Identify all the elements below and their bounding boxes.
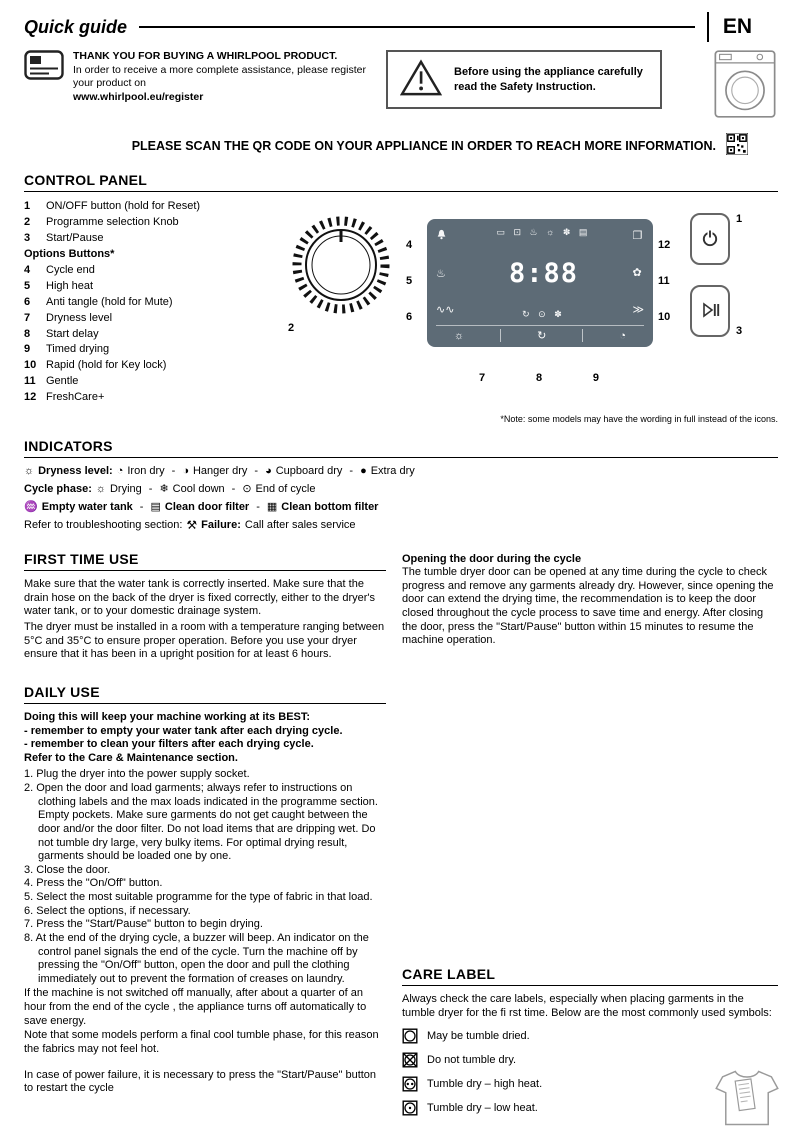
door-section-body: The tumble dryer door can be opened at any time during the cycle to check progress and remove any garments already dry. However, since opening the door can extend the drying time, the recommendation is to keep the door closed throughout the cycle process to save time and energy. After closing the door, press the "Start/Pause" button within 15 minutes to resume the machine operation. [402,566,774,647]
registration-text [73,50,376,105]
gentle-icon: ✿ [632,267,642,279]
panel-bottom-row [436,325,644,342]
end-of-cycle-icon: ⊙ [242,483,252,496]
daily-use-heading: DAILY USE [24,684,386,704]
legend-item: 9 Timed drying [24,343,110,356]
daily-use-step: Select the most suitable programme for the type of fabric in that load. [36,891,373,904]
iron-dry-icon: ◔ [116,465,124,478]
callouts-left: 4 5 6 [406,239,413,324]
header-rule [139,26,695,28]
legend-item: 11 Gentle [24,375,79,388]
start-pause-button [690,285,730,337]
safety-warning-box [386,50,662,109]
control-panel-legend [24,199,276,406]
tumble-dry-forbidden-icon [402,1052,418,1068]
legend-item: 1 ON/OFF button (hold for Reset) [24,200,201,212]
tumble-dry-high-heat-icon [402,1076,418,1092]
dryness-label: Dryness level: [38,465,113,478]
daily-use-bold-line: - remember to clean your filters after each drying cycle. [24,738,314,751]
care-symbol-row: Tumble dry – low heat. [402,1100,778,1116]
door-filter-icon: ▤ [150,501,161,514]
failure-text: Call after sales service [244,519,356,532]
legend-item: 4 Cycle end [24,263,95,276]
daily-use-note: If the machine is not switched off manually, after about a quarter of an hour from the end of the cycle , the appliance turns off automatically to save energy. [24,987,367,1027]
high-heat-icon: ♨ [436,267,446,280]
display-panel-zone [406,199,680,406]
care-label-heading: CARE LABEL [402,966,778,986]
first-time-use-para1: Make sure that the water tank is correctly inserted. Make sure that the drain hose on the back of the dryer is fixed correctly, either to the dryer's water tank, or to your domestic drainage system. [24,578,376,618]
cycle-phase-label: Cycle phase: [24,482,92,495]
rapid-icon: ≫ [632,304,644,316]
qr-banner-text: PLEASE SCAN THE QR CODE ON YOUR APPLIANCE IN ORDER TO REACH MORE INFORMATION. [131,138,716,153]
safety-warning-text: Before using the appliance carefully read the Safety Instruction. [454,66,643,93]
daily-use-step: Press the "On/Off" button. [36,877,163,890]
legend-item: 8 Start delay [24,327,99,340]
panel-divider [582,329,583,342]
daily-use-steps [24,768,386,986]
callouts-right: 12 11 10 [658,239,671,324]
power-icon [700,228,720,251]
legend-item: 6 Anti tangle (hold for Mute) [24,295,173,308]
first-time-use-para2: The dryer must be installed in a room with a temperature ranging between 5°C and 35°C to ensure proper operation. Before you use your dryer ensure that it has been in a upright position for at least 6 hours. [24,621,385,661]
indicator-cycle-line: Cycle phase: ☼ Drying - ❄ Cool down - ⊙ End of cycle [24,482,316,496]
right-column [402,537,778,1124]
bottom-filter-icon: ▦ [266,501,278,514]
qr-code-icon [726,133,748,158]
language-badge: EN [707,12,778,42]
play-pause-icon [700,300,720,323]
door-section-heading: Opening the door during the cycle [402,553,582,566]
left-column [24,537,386,1096]
panel-divider [500,329,501,342]
indicators-heading: INDICATORS [24,438,778,458]
daily-use-note: Note that some models perform a final cool tumble phase, for this reason the fabrics may not feel hot. [24,1029,379,1055]
legend-item: 12 FreshCare+ [24,391,105,404]
wrench-icon: ⚒ [186,518,198,533]
register-url[interactable]: www.whirlpool.eu/register [73,90,204,103]
warning-triangle-icon [400,59,442,100]
legend-item: 3 Start/Pause [24,231,104,244]
legend-item: 10 Rapid (hold for Key lock) [24,359,167,372]
knob-illustration [291,215,391,315]
panel-left-icons [436,227,454,320]
power-button [690,213,730,265]
seven-segment-display: 8:88 [508,258,578,289]
registration-card-icon [24,50,64,105]
failure-label: Failure: [201,519,241,532]
panel-top-icons: ▭ ⊡ ♨ ☼ ✽ ▤ [496,227,591,237]
legend-item: 2 Programme selection Knob [24,215,179,228]
options-buttons-heading: Options Buttons* [24,247,115,260]
timed-drying-display-icon: ◔ [619,329,626,342]
daily-use-step: Select the options, if necessary. [36,904,191,917]
care-label-intro: Always check the care labels, especially when placing garments in the tumble dryer for the fi rst time. Below are the most commonly used symbols: [402,992,772,1019]
daily-use-bold-line: - remember to empty your water tank after each drying cycle. [24,724,343,737]
daily-use-note: In case of power failure, it is necessary to press the "Start/Pause" button to restart the cycle [24,1068,377,1095]
daily-use-step: Open the door and load garments; always refer to instructions on clothing labels and the max loads indicated in the programme section. Empty pockets. Make sure garments do not get caught between the door and/or the door filter. Do not load items that are dripping wet. Do not tumble dry large, very bulky items. For optimal drying result, garments should be loaded one by one. [36,782,378,863]
care-symbol-row: Do not tumble dry. [402,1052,778,1068]
thanks-title: THANK YOU FOR BUYING A WHIRLPOOL PRODUCT. [73,50,338,62]
tumble-dry-allowed-icon [402,1028,418,1044]
cupboard-dry-icon: ◕ [265,465,272,478]
daily-use-bold-line: Doing this will keep your machine working at its BEST: [24,710,311,723]
daily-use-step: Close the door. [36,863,111,876]
control-panel-figure [24,199,778,406]
indicator-maintenance-line: ♒ Empty water tank - ▤ Clean door filter - ▦ Clean bottom filter [24,500,379,514]
troubleshoot-text: Refer to troubleshooting section: [24,519,183,532]
registration-block [24,50,376,105]
bell-icon [436,229,454,243]
freshcare-icon: ❐ [632,230,643,242]
tumble-dry-low-heat-icon [402,1100,418,1116]
indicator-failure-line [24,518,778,532]
page-title: Quick guide [24,16,128,37]
legend-item: 5 High heat [24,279,94,292]
dryness-level-icon: ☼ [24,465,35,478]
care-label-section [402,966,778,1116]
anti-tangle-icon: ∿∿ [436,304,455,316]
extra-dry-icon: ● [360,465,367,478]
cool-down-icon: ❄ [159,483,169,496]
tumble-dryer-illustration [712,48,778,123]
panel-right-icons [632,227,644,320]
panel-mid-icons: ↻ ⊙ ✽ [522,309,565,319]
daily-use-step: Press the "Start/Pause" button to begin drying. [36,918,263,931]
callout-knob: 2 [288,322,295,334]
header [24,12,778,42]
tshirt-care-tag-illustration [712,1067,782,1132]
hardware-buttons [690,199,766,406]
daily-use-step: Plug the dryer into the power supply socket. [36,768,250,781]
display-panel [427,219,653,347]
indicator-dryness-line: ☼ Dryness level: ◔ Iron dry - ◑ Hanger dry - ◕ Cupboard dry - ● Extra dry [24,465,415,478]
columns [24,537,778,1124]
drying-icon: ☼ [95,482,106,495]
daily-use-step: At the end of the drying cycle, a buzzer will beep. An indicator on the control panel signals the end of the cycle. Turn the machine off by pressing the "On/Off" button, open the door and pull the clothing immediately out to prevent the formation of creases on laundry. [35,931,369,985]
callouts-bottom: 7 8 9 [479,372,599,385]
control-panel-heading: CONTROL PANEL [24,172,778,192]
daily-use-notes [24,987,386,1095]
thanks-body: In order to receive a more complete assistance, please register your product on [73,63,366,90]
callout-power: 1 [736,213,743,225]
dryness-level-display-icon: ☼ [454,329,465,342]
care-symbol-row: Tumble dry – high heat. [402,1076,778,1092]
programme-knob [282,199,400,406]
intro-row [24,50,778,123]
legend-item: 7 Dryness level [24,311,113,324]
hanger-dry-icon: ◑ [182,465,189,478]
first-time-use-heading: FIRST TIME USE [24,551,386,571]
start-delay-display-icon: ↻ [537,330,547,342]
qr-banner [24,133,778,158]
water-tank-icon: ♒ [24,501,38,514]
care-symbol-row: May be tumble dried. [402,1028,778,1044]
daily-use-bold-line: Refer to the Care & Maintenance section. [24,751,238,764]
callout-start: 3 [736,325,743,337]
control-panel-note: *Note: some models may have the wording in full instead of the icons. [500,414,778,425]
